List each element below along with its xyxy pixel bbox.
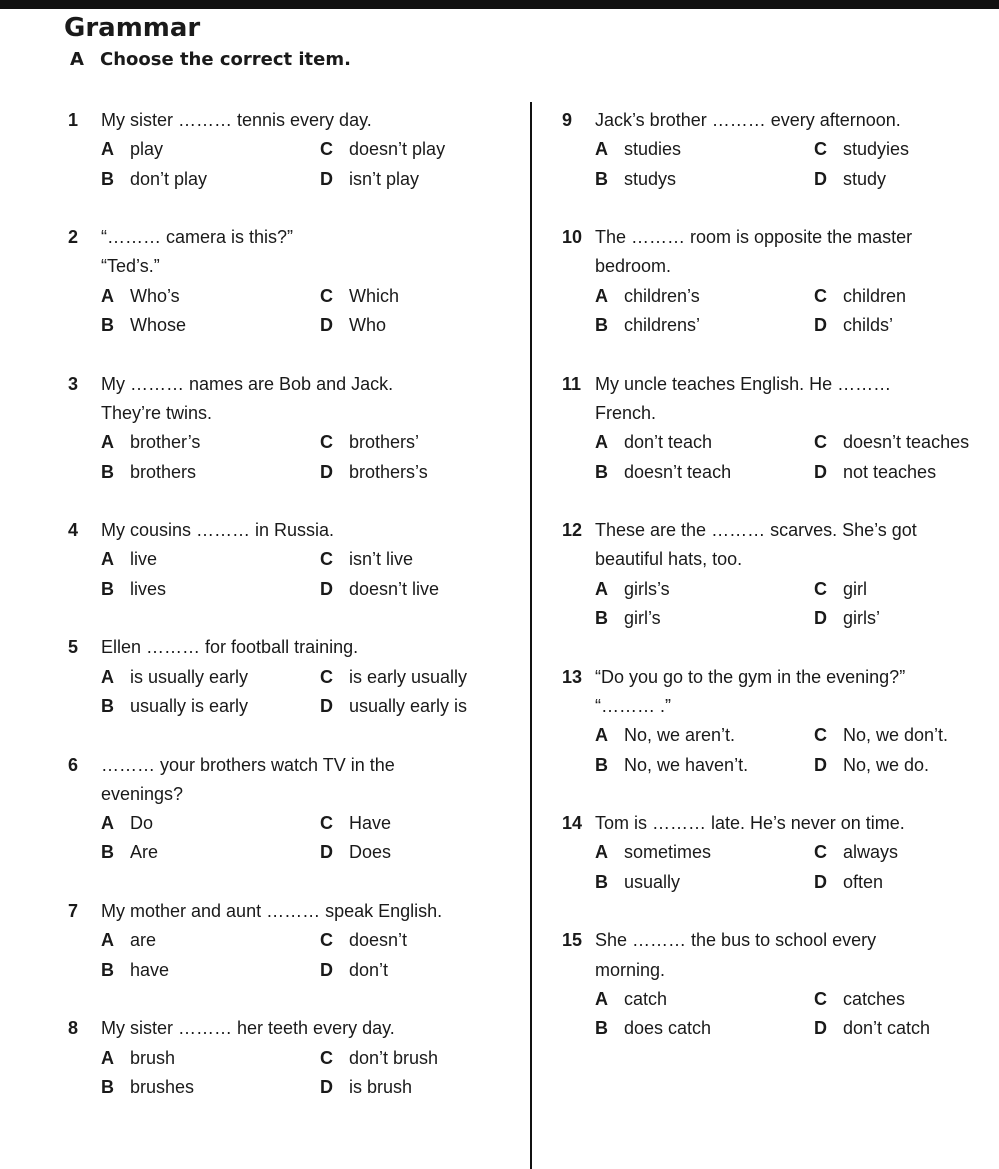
answer-option[interactable] xyxy=(595,868,814,897)
option-letter: B xyxy=(101,168,114,189)
question-stem xyxy=(562,370,999,429)
section-instruction: Choose the correct item. xyxy=(100,49,351,70)
option-letter: D xyxy=(814,168,827,189)
answer-option[interactable] xyxy=(814,135,999,164)
option-text: don’t play xyxy=(130,168,208,189)
option-text: don’t brush xyxy=(349,1047,439,1068)
option-text: Which xyxy=(349,285,400,306)
answer-options xyxy=(101,663,518,722)
option-letter: A xyxy=(595,842,608,863)
option-text: have xyxy=(130,959,170,980)
page-title: Grammar xyxy=(64,13,201,43)
option-letter: C xyxy=(320,285,333,306)
answer-option[interactable] xyxy=(320,926,518,955)
option-letter: B xyxy=(595,168,608,189)
answer-option[interactable] xyxy=(595,751,814,780)
option-letter: D xyxy=(814,1018,827,1039)
answer-option[interactable] xyxy=(101,165,320,194)
option-text: brothers’s xyxy=(349,461,428,482)
answer-option[interactable] xyxy=(101,1044,320,1073)
option-letter: B xyxy=(101,695,114,716)
option-letter: D xyxy=(320,842,333,863)
option-text: girls’ xyxy=(843,608,881,629)
question-item xyxy=(68,516,518,604)
question-stem xyxy=(562,926,999,985)
question-text: “……… camera is this?” “Ted’s.” xyxy=(101,227,294,277)
option-letter: B xyxy=(101,578,114,599)
option-text: sometimes xyxy=(624,842,712,863)
option-letter: A xyxy=(595,139,608,160)
option-text: don’t teach xyxy=(624,432,713,453)
option-text: Who xyxy=(349,315,387,336)
section-letter: A xyxy=(70,49,84,70)
answer-options xyxy=(595,985,999,1044)
answer-option[interactable] xyxy=(320,428,518,457)
option-letter: B xyxy=(101,1076,114,1097)
question-item xyxy=(562,223,999,340)
answer-option[interactable] xyxy=(814,985,999,1014)
question-item xyxy=(68,633,518,721)
option-letter: C xyxy=(814,432,827,453)
answer-options xyxy=(595,135,999,194)
answer-option[interactable] xyxy=(320,458,518,487)
question-number: 4 xyxy=(68,520,79,541)
question-number: 15 xyxy=(562,930,583,951)
option-text: Whose xyxy=(130,315,187,336)
option-text: doesn’t play xyxy=(349,139,446,160)
answer-option[interactable] xyxy=(320,575,518,604)
option-text: is early usually xyxy=(349,666,468,687)
right-column xyxy=(562,106,999,1073)
option-letter: D xyxy=(320,1076,333,1097)
question-stem xyxy=(68,106,518,135)
section-heading xyxy=(70,47,351,73)
option-text: Have xyxy=(349,813,392,834)
question-number: 1 xyxy=(68,110,79,130)
option-letter: B xyxy=(101,842,114,863)
option-letter: A xyxy=(101,930,114,951)
answer-option[interactable] xyxy=(101,838,320,867)
option-letter: B xyxy=(595,1018,608,1039)
option-letter: D xyxy=(320,168,333,189)
option-text: No, we haven’t. xyxy=(624,754,749,775)
question-item xyxy=(68,106,518,194)
option-text: live xyxy=(130,549,158,570)
answer-options xyxy=(101,1044,518,1103)
question-number: 9 xyxy=(562,110,573,130)
option-text: usually early is xyxy=(349,695,468,716)
option-text: is brush xyxy=(349,1076,413,1097)
option-letter: C xyxy=(814,842,827,863)
question-text: My mother and aunt ……… speak English. xyxy=(101,901,443,922)
option-letter: A xyxy=(595,725,608,746)
question-item xyxy=(68,223,518,340)
option-letter: A xyxy=(101,285,114,306)
option-text: not teaches xyxy=(843,461,937,482)
answer-options xyxy=(595,428,999,487)
answer-options xyxy=(101,282,518,341)
answer-option[interactable] xyxy=(814,575,999,604)
answer-option[interactable] xyxy=(814,428,999,457)
answer-option[interactable] xyxy=(320,663,518,692)
option-text: childrens’ xyxy=(624,315,701,336)
question-stem xyxy=(68,516,518,545)
question-stem xyxy=(562,809,999,838)
option-text: usually is early xyxy=(130,695,249,716)
question-item xyxy=(562,926,999,1043)
answer-option[interactable] xyxy=(595,575,814,604)
option-letter: A xyxy=(101,1047,114,1068)
answer-option[interactable] xyxy=(320,135,518,164)
option-text: brothers xyxy=(130,461,197,482)
answer-option[interactable] xyxy=(814,458,999,487)
answer-option[interactable] xyxy=(320,1044,518,1073)
answer-option[interactable] xyxy=(320,165,518,194)
question-item xyxy=(68,1014,518,1102)
option-letter: C xyxy=(814,988,827,1009)
answer-option[interactable] xyxy=(101,663,320,692)
answer-option[interactable] xyxy=(320,545,518,574)
option-text: Are xyxy=(130,842,159,863)
question-text: My cousins ……… in Russia. xyxy=(101,520,335,541)
option-text: doesn’t teach xyxy=(624,461,732,482)
answer-option[interactable] xyxy=(101,135,320,164)
option-letter: D xyxy=(814,461,827,482)
answer-option[interactable] xyxy=(814,1014,999,1043)
option-text: isn’t live xyxy=(349,549,414,570)
option-letter: A xyxy=(101,549,114,570)
question-text: “Do you go to the gym in the evening?” “……… .” xyxy=(595,666,906,716)
answer-option[interactable] xyxy=(320,311,518,340)
option-text: brother’s xyxy=(130,432,201,453)
question-text: The ……… room is opposite the master bedroom. xyxy=(595,227,913,277)
option-text: brush xyxy=(130,1047,176,1068)
question-item xyxy=(68,897,518,985)
option-letter: B xyxy=(101,461,114,482)
option-letter: D xyxy=(814,871,827,892)
option-text: don’t xyxy=(349,959,389,980)
option-letter: C xyxy=(814,725,827,746)
option-text: doesn’t teaches xyxy=(843,432,970,453)
answer-option[interactable] xyxy=(320,282,518,311)
answer-option[interactable] xyxy=(101,311,320,340)
option-letter: D xyxy=(814,608,827,629)
option-letter: A xyxy=(101,666,114,687)
option-text: childs’ xyxy=(843,315,894,336)
question-stem xyxy=(68,1014,518,1043)
answer-option[interactable] xyxy=(101,692,320,721)
option-text: children xyxy=(843,285,907,306)
option-letter: D xyxy=(814,315,827,336)
answer-option[interactable] xyxy=(101,458,320,487)
question-item xyxy=(562,106,999,194)
option-letter: B xyxy=(595,315,608,336)
option-letter: C xyxy=(320,549,333,570)
question-stem xyxy=(562,516,999,575)
option-text: No, we aren’t. xyxy=(624,725,736,746)
option-text: studies xyxy=(624,139,682,160)
answer-option[interactable] xyxy=(595,135,814,164)
option-text: No, we do. xyxy=(843,754,930,775)
answer-option[interactable] xyxy=(595,458,814,487)
question-stem xyxy=(68,223,518,282)
option-letter: D xyxy=(320,315,333,336)
question-text: Tom is ……… late. He’s never on time. xyxy=(595,813,905,834)
option-letter: D xyxy=(320,578,333,599)
option-letter: C xyxy=(814,578,827,599)
question-number: 6 xyxy=(68,754,79,775)
answer-option[interactable] xyxy=(814,604,999,633)
answer-option[interactable] xyxy=(814,282,999,311)
answer-options xyxy=(595,721,999,780)
option-text: girls’s xyxy=(624,578,670,599)
answer-option[interactable] xyxy=(814,868,999,897)
left-column xyxy=(68,106,518,1131)
option-text: girl xyxy=(843,578,868,599)
answer-option[interactable] xyxy=(320,809,518,838)
option-text: is usually early xyxy=(130,666,249,687)
answer-option[interactable] xyxy=(101,809,320,838)
option-letter: A xyxy=(595,578,608,599)
option-letter: D xyxy=(814,754,827,775)
option-letter: C xyxy=(320,432,333,453)
option-letter: B xyxy=(101,315,114,336)
answer-option[interactable] xyxy=(320,692,518,721)
answer-option[interactable] xyxy=(595,721,814,750)
option-text: Does xyxy=(349,842,392,863)
answer-option[interactable] xyxy=(595,311,814,340)
option-text: play xyxy=(130,139,164,160)
answer-option[interactable] xyxy=(595,604,814,633)
option-letter: B xyxy=(595,871,608,892)
answer-options xyxy=(595,282,999,341)
answer-option[interactable] xyxy=(814,751,999,780)
top-border xyxy=(0,0,999,9)
option-letter: A xyxy=(595,285,608,306)
option-letter: A xyxy=(595,432,608,453)
option-text: children’s xyxy=(624,285,700,306)
option-text: studyies xyxy=(843,139,910,160)
option-text: brothers’ xyxy=(349,432,420,453)
question-stem xyxy=(68,751,518,810)
option-letter: D xyxy=(320,695,333,716)
option-letter: B xyxy=(595,461,608,482)
option-text: No, we don’t. xyxy=(843,725,949,746)
question-number: 8 xyxy=(68,1018,79,1039)
option-text: lives xyxy=(130,578,167,599)
answer-options xyxy=(595,838,999,897)
option-letter: C xyxy=(814,139,827,160)
answer-option[interactable] xyxy=(595,165,814,194)
question-text: Ellen ……… for football training. xyxy=(101,637,359,658)
option-letter: B xyxy=(101,959,114,980)
answer-options xyxy=(101,428,518,487)
answer-option[interactable] xyxy=(320,1073,518,1102)
option-text: always xyxy=(843,842,899,863)
option-letter: B xyxy=(595,754,608,775)
option-text: does catch xyxy=(624,1018,712,1039)
option-text: brushes xyxy=(130,1076,195,1097)
question-text: My sister ……… her teeth every day. xyxy=(101,1018,395,1039)
option-text: studys xyxy=(624,168,677,189)
answer-option[interactable] xyxy=(814,165,999,194)
question-number: 13 xyxy=(562,666,583,687)
answer-option[interactable] xyxy=(814,721,999,750)
question-number: 3 xyxy=(68,373,79,394)
option-text: usually xyxy=(624,871,681,892)
answer-option[interactable] xyxy=(595,985,814,1014)
answer-option[interactable] xyxy=(101,545,320,574)
option-letter: A xyxy=(595,988,608,1009)
question-number: 5 xyxy=(68,637,79,658)
option-letter: C xyxy=(320,930,333,951)
option-text: study xyxy=(843,168,887,189)
question-item xyxy=(68,370,518,487)
question-number: 12 xyxy=(562,520,583,541)
question-number: 2 xyxy=(68,227,79,248)
answer-option[interactable] xyxy=(320,838,518,867)
option-letter: A xyxy=(101,432,114,453)
question-text: These are the ……… scarves. She’s got beautiful hats, too. xyxy=(595,520,917,570)
question-number: 14 xyxy=(562,813,583,834)
question-text: My uncle teaches English. He ……… French. xyxy=(595,373,892,423)
question-text: Jack’s brother ……… every afternoon. xyxy=(595,110,901,130)
option-text: don’t catch xyxy=(843,1018,931,1039)
option-letter: C xyxy=(320,666,333,687)
answer-options xyxy=(101,545,518,604)
option-text: Do xyxy=(130,813,154,834)
answer-option[interactable] xyxy=(101,282,320,311)
answer-option[interactable] xyxy=(320,956,518,985)
question-stem xyxy=(562,106,999,135)
option-text: isn’t play xyxy=(349,168,420,189)
option-letter: D xyxy=(320,461,333,482)
question-text: My ……… names are Bob and Jack. They’re twins. xyxy=(101,373,394,423)
option-letter: C xyxy=(320,139,333,160)
option-text: doesn’t live xyxy=(349,578,440,599)
option-letter: B xyxy=(595,608,608,629)
option-text: girl’s xyxy=(624,608,661,629)
question-stem xyxy=(562,223,999,282)
option-letter: C xyxy=(320,813,333,834)
question-item xyxy=(68,751,518,868)
option-text: are xyxy=(130,930,157,951)
question-item xyxy=(562,516,999,633)
answer-option[interactable] xyxy=(814,311,999,340)
answer-option[interactable] xyxy=(595,838,814,867)
question-number: 10 xyxy=(562,227,583,248)
answer-option[interactable] xyxy=(101,428,320,457)
question-item xyxy=(562,663,999,780)
option-letter: D xyxy=(320,959,333,980)
answer-option[interactable] xyxy=(595,282,814,311)
question-stem xyxy=(68,370,518,429)
option-letter: C xyxy=(814,285,827,306)
question-stem xyxy=(68,633,518,662)
answer-option[interactable] xyxy=(101,926,320,955)
option-letter: C xyxy=(320,1047,333,1068)
option-text: catch xyxy=(624,988,668,1009)
answer-option[interactable] xyxy=(595,1014,814,1043)
answer-option[interactable] xyxy=(101,1073,320,1102)
question-text: My sister ……… tennis every day. xyxy=(101,110,372,130)
option-text: Who’s xyxy=(130,285,180,306)
question-number: 7 xyxy=(68,901,79,922)
option-letter: A xyxy=(101,139,114,160)
question-stem xyxy=(562,663,999,722)
question-text: She ……… the bus to school every morning. xyxy=(595,930,877,980)
question-text: ……… your brothers watch TV in the evenings? xyxy=(101,754,395,804)
answer-options xyxy=(595,575,999,634)
answer-option[interactable] xyxy=(101,575,320,604)
option-text: often xyxy=(843,871,884,892)
answer-option[interactable] xyxy=(814,838,999,867)
question-item xyxy=(562,370,999,487)
question-item xyxy=(562,809,999,897)
option-letter: A xyxy=(101,813,114,834)
question-number: 11 xyxy=(562,373,582,394)
column-divider xyxy=(530,102,532,1169)
answer-options xyxy=(101,135,518,194)
answer-options xyxy=(101,809,518,868)
question-stem xyxy=(68,897,518,926)
answer-option[interactable] xyxy=(101,956,320,985)
answer-option[interactable] xyxy=(595,428,814,457)
answer-options xyxy=(101,926,518,985)
option-text: catches xyxy=(843,988,906,1009)
option-text: doesn’t xyxy=(349,930,408,951)
